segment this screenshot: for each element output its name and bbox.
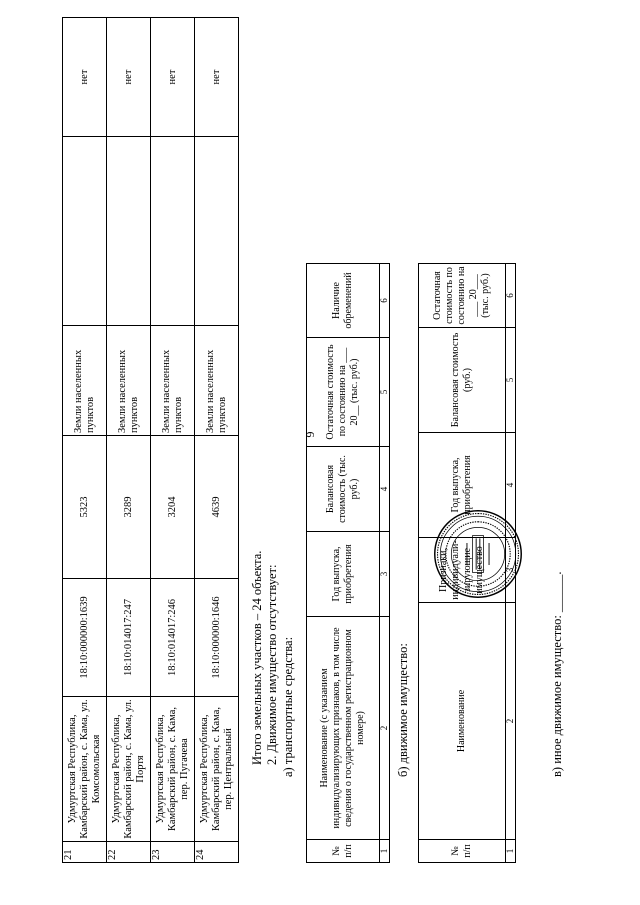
col-number-cell: 4 — [506, 433, 516, 538]
plot-area: 3289 — [107, 436, 151, 579]
empty-cell — [151, 137, 195, 326]
col-header-residual-value: Остаточная стоимость по состоянию на ___ 20___ (тыс. руб.) — [419, 264, 506, 328]
cadastral-number: 18:10:014017:246 — [151, 579, 195, 697]
transport-table — [306, 263, 390, 863]
table-row — [107, 18, 151, 863]
table-row — [195, 18, 239, 863]
land-category: Земли населенных пунктов — [63, 326, 107, 436]
col-number-cell: 5 — [506, 328, 516, 433]
cadastral-number: 18:10:014017:247 — [107, 579, 151, 697]
table-header-row — [307, 264, 380, 863]
table-row — [151, 18, 195, 863]
land-category: Земли населенных пунктов — [107, 326, 151, 436]
table-row — [380, 264, 390, 863]
row-number: 23 — [151, 842, 195, 863]
plot-area: 4639 — [195, 436, 239, 579]
col-number-cell: 2 — [506, 603, 516, 840]
row-number: 24 — [195, 842, 239, 863]
encumbrance: нет — [151, 18, 195, 137]
col-header-name: Наименование (с указанием индивидуализирующих признаков, в том числе сведения о государственном регистрационном номере) — [307, 617, 380, 840]
col-header-number: № п/п — [419, 840, 506, 863]
col-number-cell: 4 — [380, 447, 390, 532]
land-category: Земли населенных пунктов — [151, 326, 195, 436]
col-number-cell: 3 — [506, 538, 516, 603]
encumbrance: нет — [107, 18, 151, 137]
col-number-cell: 1 — [506, 840, 516, 863]
empty-cell — [63, 137, 107, 326]
cadastral-number: 18:10:000000:1646 — [195, 579, 239, 697]
encumbrance: нет — [63, 18, 107, 137]
row-number: 21 — [63, 842, 107, 863]
plot-address: Удмуртская Республика, Камбарский район, с. Кама, ул. Портя — [107, 697, 151, 842]
table-row — [63, 18, 107, 863]
col-number-cell: 2 — [380, 617, 390, 840]
land-plots-table — [62, 17, 239, 863]
col-header-year: Год выпуска, приобретения — [307, 532, 380, 617]
page-number: 6 — [303, 431, 318, 438]
land-category: Земли населенных пунктов — [195, 326, 239, 436]
plot-address: Удмуртская Республика, Камбарский район, с. Кама, ул. Комсомольская — [63, 697, 107, 842]
col-header-features: Признаки, индивидуали-зирующие имущество — [419, 538, 506, 603]
encumbrance: нет — [195, 18, 239, 137]
plot-address: Удмуртская Республика, Камбарский район, с. Кама, пер. Центральный — [195, 697, 239, 842]
movable-section-title: б) движимое имущество: — [396, 643, 410, 777]
plot-area: 5323 — [63, 436, 107, 579]
col-number-cell: 6 — [506, 264, 516, 328]
col-header-number: № п/п — [307, 840, 380, 863]
transport-section-title: а) транспортные средства: — [281, 636, 295, 777]
col-number-cell: 5 — [380, 338, 390, 447]
col-number-cell: 3 — [380, 532, 390, 617]
cadastral-number: 18:10:000000:1639 — [63, 579, 107, 697]
empty-cell — [107, 137, 151, 326]
empty-cell — [195, 137, 239, 326]
col-header-year: Год выпуска, приобретения — [419, 433, 506, 538]
col-header-book-value: Балансовая стоимость (руб.) — [419, 328, 506, 433]
total-land-line: Итого земельных участков – 24 объекта. — [250, 550, 264, 765]
movable-absent-line: 2. Движимое имущество отсутствует: — [265, 564, 279, 765]
row-number: 22 — [107, 842, 151, 863]
col-header-encumbrance: Наличие обременений — [307, 264, 380, 338]
other-movable-line: в) иное движимое имущество: ______. — [550, 571, 564, 777]
plot-area: 3204 — [151, 436, 195, 579]
col-header-name: Наименование — [419, 603, 506, 840]
col-number-cell: 6 — [380, 264, 390, 338]
official-seal-stamp — [432, 508, 524, 600]
col-number-cell: 1 — [380, 840, 390, 863]
plot-address: Удмуртская Республика, Камбарский район, с. Кама, пер. Пугачева — [151, 697, 195, 842]
col-header-book-value: Балансовая стоимость (тыс. руб.) — [307, 447, 380, 532]
col-header-residual-value: Остаточная стоимость по состоянию на ___ 20__ (тыс. руб.) — [307, 338, 380, 447]
